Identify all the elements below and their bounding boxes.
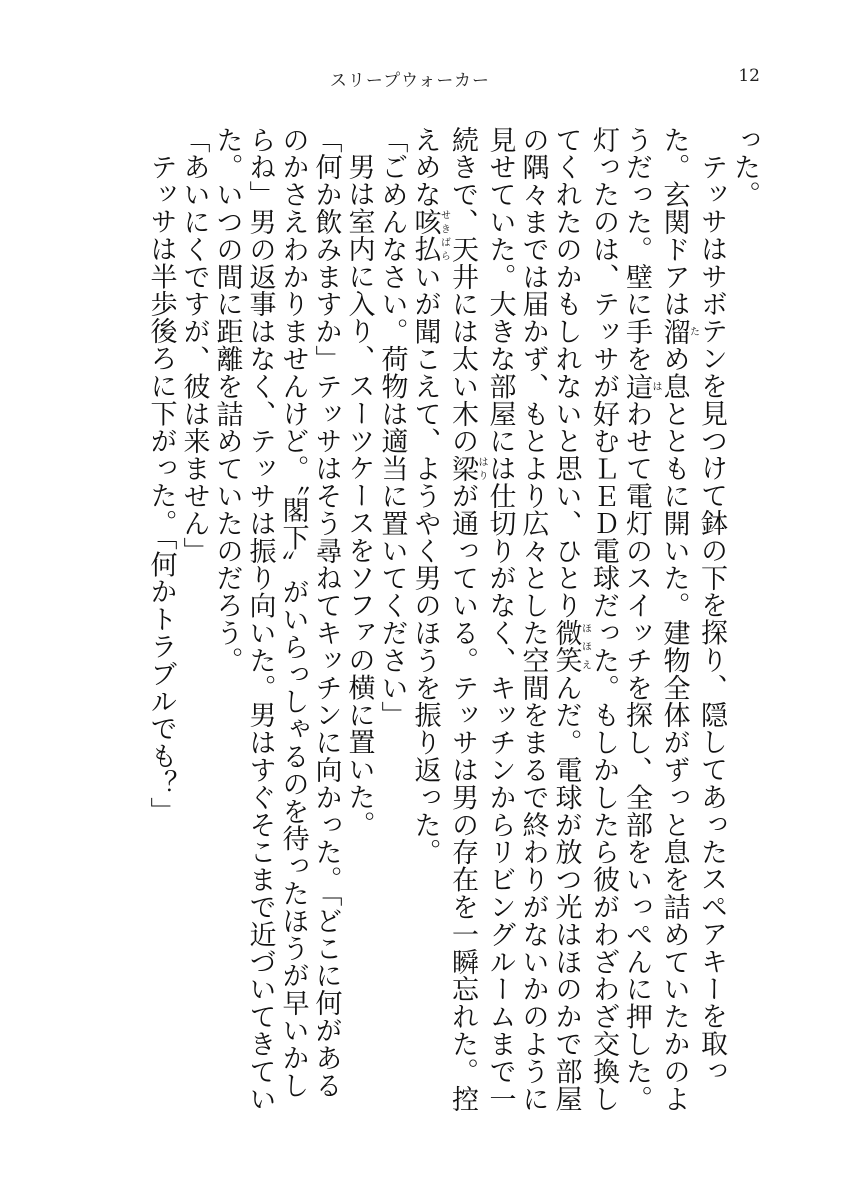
paragraph bbox=[145, 126, 178, 1126]
text-run: いが聞こえて、ようやく男のほうを振り返った。 bbox=[409, 263, 441, 866]
ruby-base: 咳払 bbox=[409, 208, 441, 264]
ruby-word bbox=[621, 372, 661, 401]
text-run: わせて電灯のスイッチを探し、全部をいっぺんに押した。灯ったのは、テッサが好むＬＥＤ電球だった。もしかしたら彼がわざわざ交換してくれたのかもしれないと思い、ひとり bbox=[550, 126, 652, 1113]
text-run: テッサは半歩後ろに下がった。「何かトラブルでも？」 bbox=[145, 153, 177, 825]
ruby-reading: た bbox=[687, 317, 699, 346]
text-run: 「あいにくですが、彼は来ません」 bbox=[178, 126, 210, 565]
ruby-word bbox=[409, 208, 450, 264]
body-text bbox=[145, 126, 761, 1126]
text-run: テッサはサボテンを見つけて鉢の下を探り、隠してあったスペアキーを取った。玄関ドアは bbox=[658, 126, 727, 1085]
text-run: 「ごめんなさい。荷物は適当に置いてください」 bbox=[376, 126, 408, 729]
ruby-base: 梁 bbox=[447, 454, 478, 483]
page-number: 12 bbox=[738, 66, 760, 86]
ruby-reading: ほほえ bbox=[579, 619, 591, 674]
paragraph bbox=[178, 126, 211, 1126]
running-head-title: スリープウォーカー bbox=[329, 71, 491, 91]
ruby-base: 微笑 bbox=[550, 619, 582, 675]
ruby-reading: せきばら bbox=[438, 208, 450, 263]
ruby-word bbox=[550, 619, 591, 675]
ruby-word bbox=[658, 317, 699, 346]
ruby-reading: は bbox=[650, 372, 661, 401]
paragraph bbox=[343, 126, 376, 1126]
paragraph bbox=[211, 126, 343, 1126]
text-run: った。 bbox=[729, 126, 760, 209]
text-run: 「何か飲みますか」テッサはそう尋ねてキッチンに向かった。「どこに何があるのかさえわかりませんけど。〝閣下〟がいらっしゃるのを待ったほうが早いかしらね」男の返事はなく、テッサは振り向いた。男はすぐそこまで近づいてきていた。いつの間に距離を詰めていたのだろう。 bbox=[211, 126, 342, 1113]
ruby-word bbox=[447, 454, 487, 483]
paragraph bbox=[728, 126, 761, 1126]
text-run: が通っている。テッサは男の存在を一瞬忘れた。控えめな bbox=[409, 126, 478, 1113]
ruby-base: 溜 bbox=[658, 317, 690, 346]
text-run: んだ。電球が放つ光はほのかで部屋の隅々までは届かず、もとより広々とした空間をまるで終わりがないかのように見せていた。大きな部屋には仕切りがなく、キッチンからリビングルームまで一続きで、天井には太い木の bbox=[447, 126, 582, 1113]
ruby-reading: はり bbox=[476, 454, 487, 483]
ruby-base: 這 bbox=[621, 372, 652, 401]
text-run: 男は室内に入り、スーツケースをソファの横に置いた。 bbox=[343, 153, 375, 838]
text-run: め息とともに開いた。建物全体がずっと息を詰めていたかのようだった。壁に手を bbox=[621, 126, 690, 1113]
paragraph bbox=[409, 126, 729, 1126]
paragraph bbox=[376, 126, 409, 1126]
